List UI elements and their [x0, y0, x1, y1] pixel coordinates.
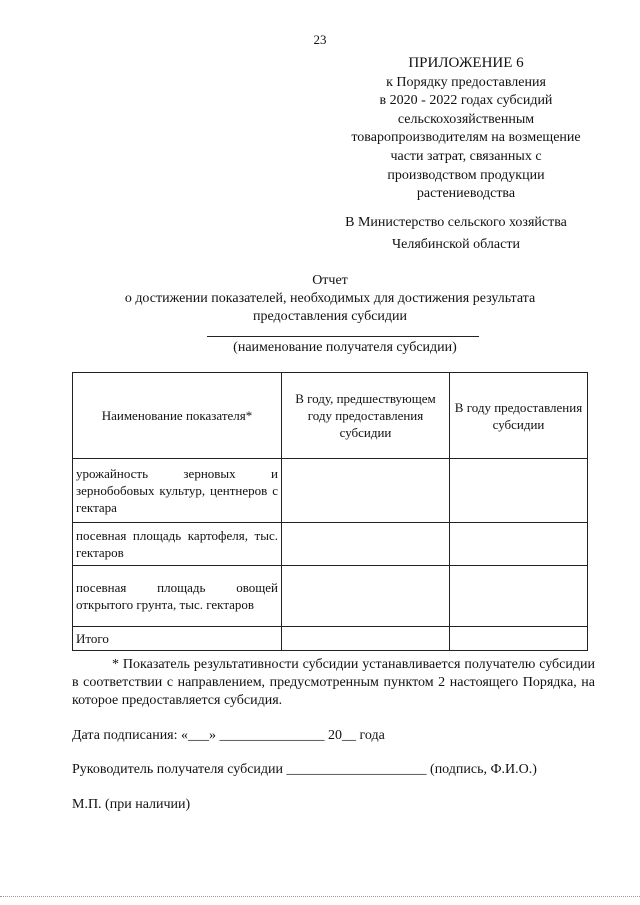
recipient-name-line [207, 336, 479, 337]
appendix-title: ПРИЛОЖЕНИЕ 6 [408, 55, 524, 71]
bottom-scan-edge [0, 896, 640, 897]
indicators-table [72, 372, 588, 651]
signing-date-line: Дата подписания: «___» _______________ 20__ года [72, 728, 385, 743]
appendix-line: к Порядку предоставления [386, 74, 546, 90]
report-subtitle: предоставления субсидии [252, 309, 408, 324]
cell-previous-year[interactable] [282, 566, 450, 627]
appendix-line: растениеводства [416, 186, 516, 202]
cell-current-year[interactable] [450, 523, 588, 566]
page-number: 23 [313, 32, 327, 47]
table-header-row [73, 373, 588, 459]
table-row [73, 523, 588, 566]
report-heading [60, 272, 600, 326]
row-total-label: Итого [73, 627, 282, 651]
recipient-head-signature-line: Руководитель получателя субсидии ____________________ (подпись, Ф.И.О.) [72, 762, 537, 777]
table-row-total [73, 627, 588, 651]
appendix-block [340, 54, 592, 204]
header-indicator-name: Наименование показателя* [73, 373, 282, 459]
cell-previous-year[interactable] [282, 627, 450, 651]
appendix-line: в 2020 - 2022 годах субсидий [379, 93, 553, 109]
cell-current-year[interactable] [450, 459, 588, 523]
appendix-line: товаропроизводителям на возмещение [351, 130, 581, 146]
addressee-line: В Министерство сельского хозяйства [345, 215, 567, 230]
cell-previous-year[interactable] [282, 459, 450, 523]
cell-current-year[interactable] [450, 566, 588, 627]
footnote: * Показатель результативности субсидии устанавливается получателю субсидии в соответствии с направлением, предусмотренным пунктом 2 настоящего Порядка, на которое предоставляется субсидия. [72, 657, 595, 708]
table-row [73, 566, 588, 627]
report-title: Отчет [312, 273, 348, 288]
stamp-line: М.П. (при наличии) [72, 797, 191, 812]
report-subtitle: о достижении показателей, необходимых для достижения результата [124, 291, 536, 306]
appendix-line: сельскохозяйственным [397, 111, 535, 127]
row-indicator-name: урожайность зерновых и зернобобовых культур, центнеров с гектара [73, 459, 282, 523]
appendix-line: производством продукции [387, 167, 545, 183]
recipient-caption: (наименование получателя субсидии) [233, 340, 457, 355]
cell-previous-year[interactable] [282, 523, 450, 566]
cell-current-year[interactable] [450, 627, 588, 651]
row-indicator-name: посевная площадь овощей открытого грунта, тыс. гектаров [73, 566, 282, 627]
header-previous-year: В году, предшествующем году предоставления субсидии [282, 373, 450, 459]
table-row [73, 459, 588, 523]
addressee-line: Челябинской области [392, 237, 520, 252]
appendix-line: части затрат, связанных с [390, 148, 542, 164]
row-indicator-name: посевная площадь картофеля, тыс. гектаров [73, 523, 282, 566]
header-current-year: В году предоставления субсидии [450, 373, 588, 459]
addressee-block [320, 212, 592, 256]
